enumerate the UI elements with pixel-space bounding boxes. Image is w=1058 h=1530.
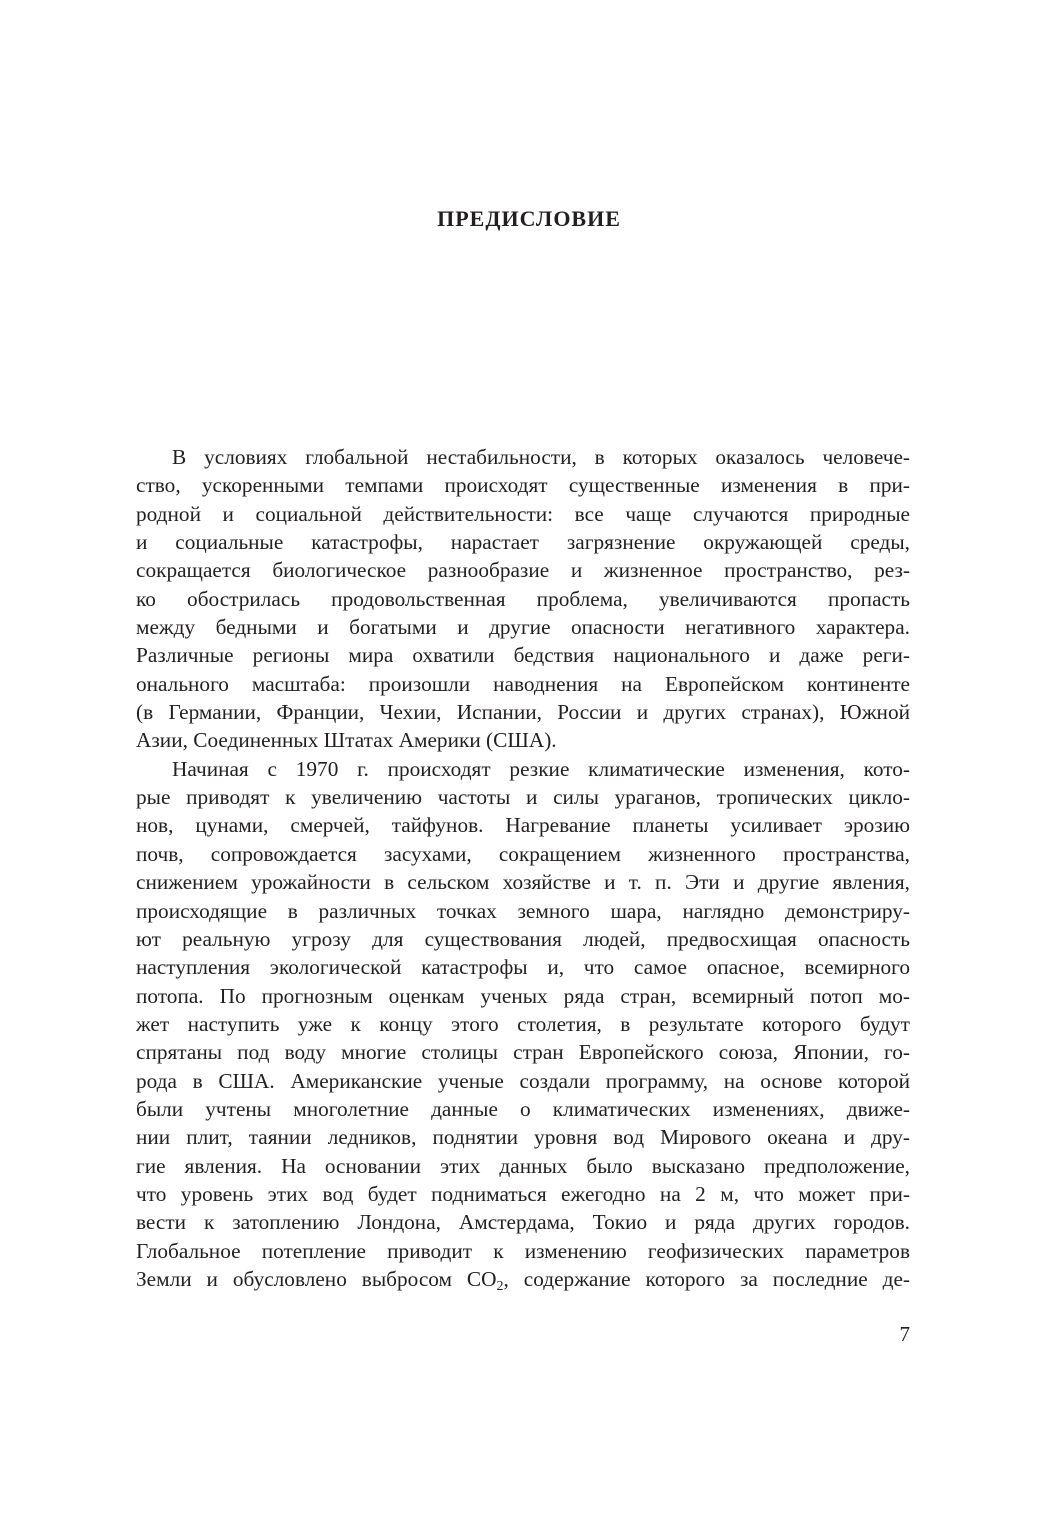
paragraph-line: нии плит, таянии ледников, поднятии уровня вод Мирового океана и дру- (136, 1125, 910, 1150)
paragraph-line: Азии, Соединенных Штатах Америки (США). (136, 728, 557, 753)
paragraph-line: сокращается биологическое разнообразие и жизненное пространство, рез- (136, 558, 910, 583)
paragraph-line: ко обострилась продовольственная проблема, увеличиваются пропасть (136, 586, 910, 611)
page-number: 7 (899, 1322, 910, 1346)
paragraph-line: Начиная с 1970 г. происходят резкие климатические изменения, кото- (172, 756, 910, 781)
paragraph-line: и социальные катастрофы, нарастает загрязнение окружающей среды, (136, 530, 910, 555)
paragraph-line: что уровень этих вод будет подниматься ежегодно на 2 м, что может при- (136, 1181, 910, 1206)
paragraph-line: снижением урожайности в сельском хозяйстве и т. п. Эти и другие явления, (136, 870, 910, 895)
paragraph-line: нов, цунами, смерчей, тайфунов. Нагревание планеты усиливает эрозию (136, 813, 910, 838)
line-text: Земли и обусловлено выбросом CO (136, 1266, 497, 1291)
paragraph-line: ство, ускоренными темпами происходят существенные изменения в при- (136, 473, 910, 498)
paragraph-1 (136, 443, 910, 755)
page-title: ПРЕДИСЛОВИЕ (437, 206, 621, 231)
co2-subscript: 2 (496, 1278, 504, 1294)
paragraph-line: между бедными и богатыми и другие опасности негативного характера. (136, 615, 910, 640)
paragraph-line: потопа. По прогнозным оценкам ученых ряда стран, всемирный потоп мо- (136, 983, 910, 1008)
paragraph-line: рода в США. Американские ученые создали программу, на основе которой (136, 1068, 910, 1093)
paragraph-line: были учтены многолетние данные о климатических изменениях, движе- (136, 1096, 910, 1121)
paragraph-line: почв, сопровождается засухами, сокращением жизненного пространства, (136, 841, 910, 866)
paragraph-2 (136, 755, 910, 1265)
paragraph-line: Различные регионы мира охватили бедствия национального и даже реги- (136, 643, 910, 668)
paragraph-line: ют реальную угрозу для существования людей, предвосхищая опасность (136, 926, 910, 951)
paragraph-line (136, 1265, 910, 1293)
paragraph-line: рые приводят к увеличению частоты и силы ураганов, тропических цикло- (136, 785, 910, 810)
paragraph-line: вести к затоплению Лондона, Амстердама, Токио и ряда других городов. (136, 1210, 910, 1235)
body-text (136, 443, 910, 1293)
paragraph-line: спрятаны под воду многие столицы стран Европейского союза, Японии, го- (136, 1040, 910, 1065)
paragraph-line: (в Германии, Франции, Чехии, Испании, России и других странах), Южной (136, 700, 910, 725)
paragraph-line: жет наступить уже к концу этого столетия, в результате которого будут (136, 1011, 910, 1036)
paragraph-line: В условиях глобальной нестабильности, в которых оказалось человече- (172, 445, 910, 469)
paragraph-line: наступления экологической катастрофы и, что самое опасное, всемирного (136, 955, 910, 980)
line-text: , содержание которого за последние де- (503, 1266, 910, 1291)
paragraph-line: онального масштаба: произошли наводнения на Европейском континенте (136, 671, 910, 696)
paragraph-line: происходящие в различных точках земного шара, наглядно демонстриру- (136, 898, 910, 923)
paragraph-line: родной и социальной действительности: все чаще случаются природные (136, 501, 910, 526)
paragraph-line: Глобальное потепление приводит к изменению геофизических параметров (136, 1238, 910, 1263)
paragraph-line: гие явления. На основании этих данных было высказано предположение, (136, 1153, 910, 1178)
